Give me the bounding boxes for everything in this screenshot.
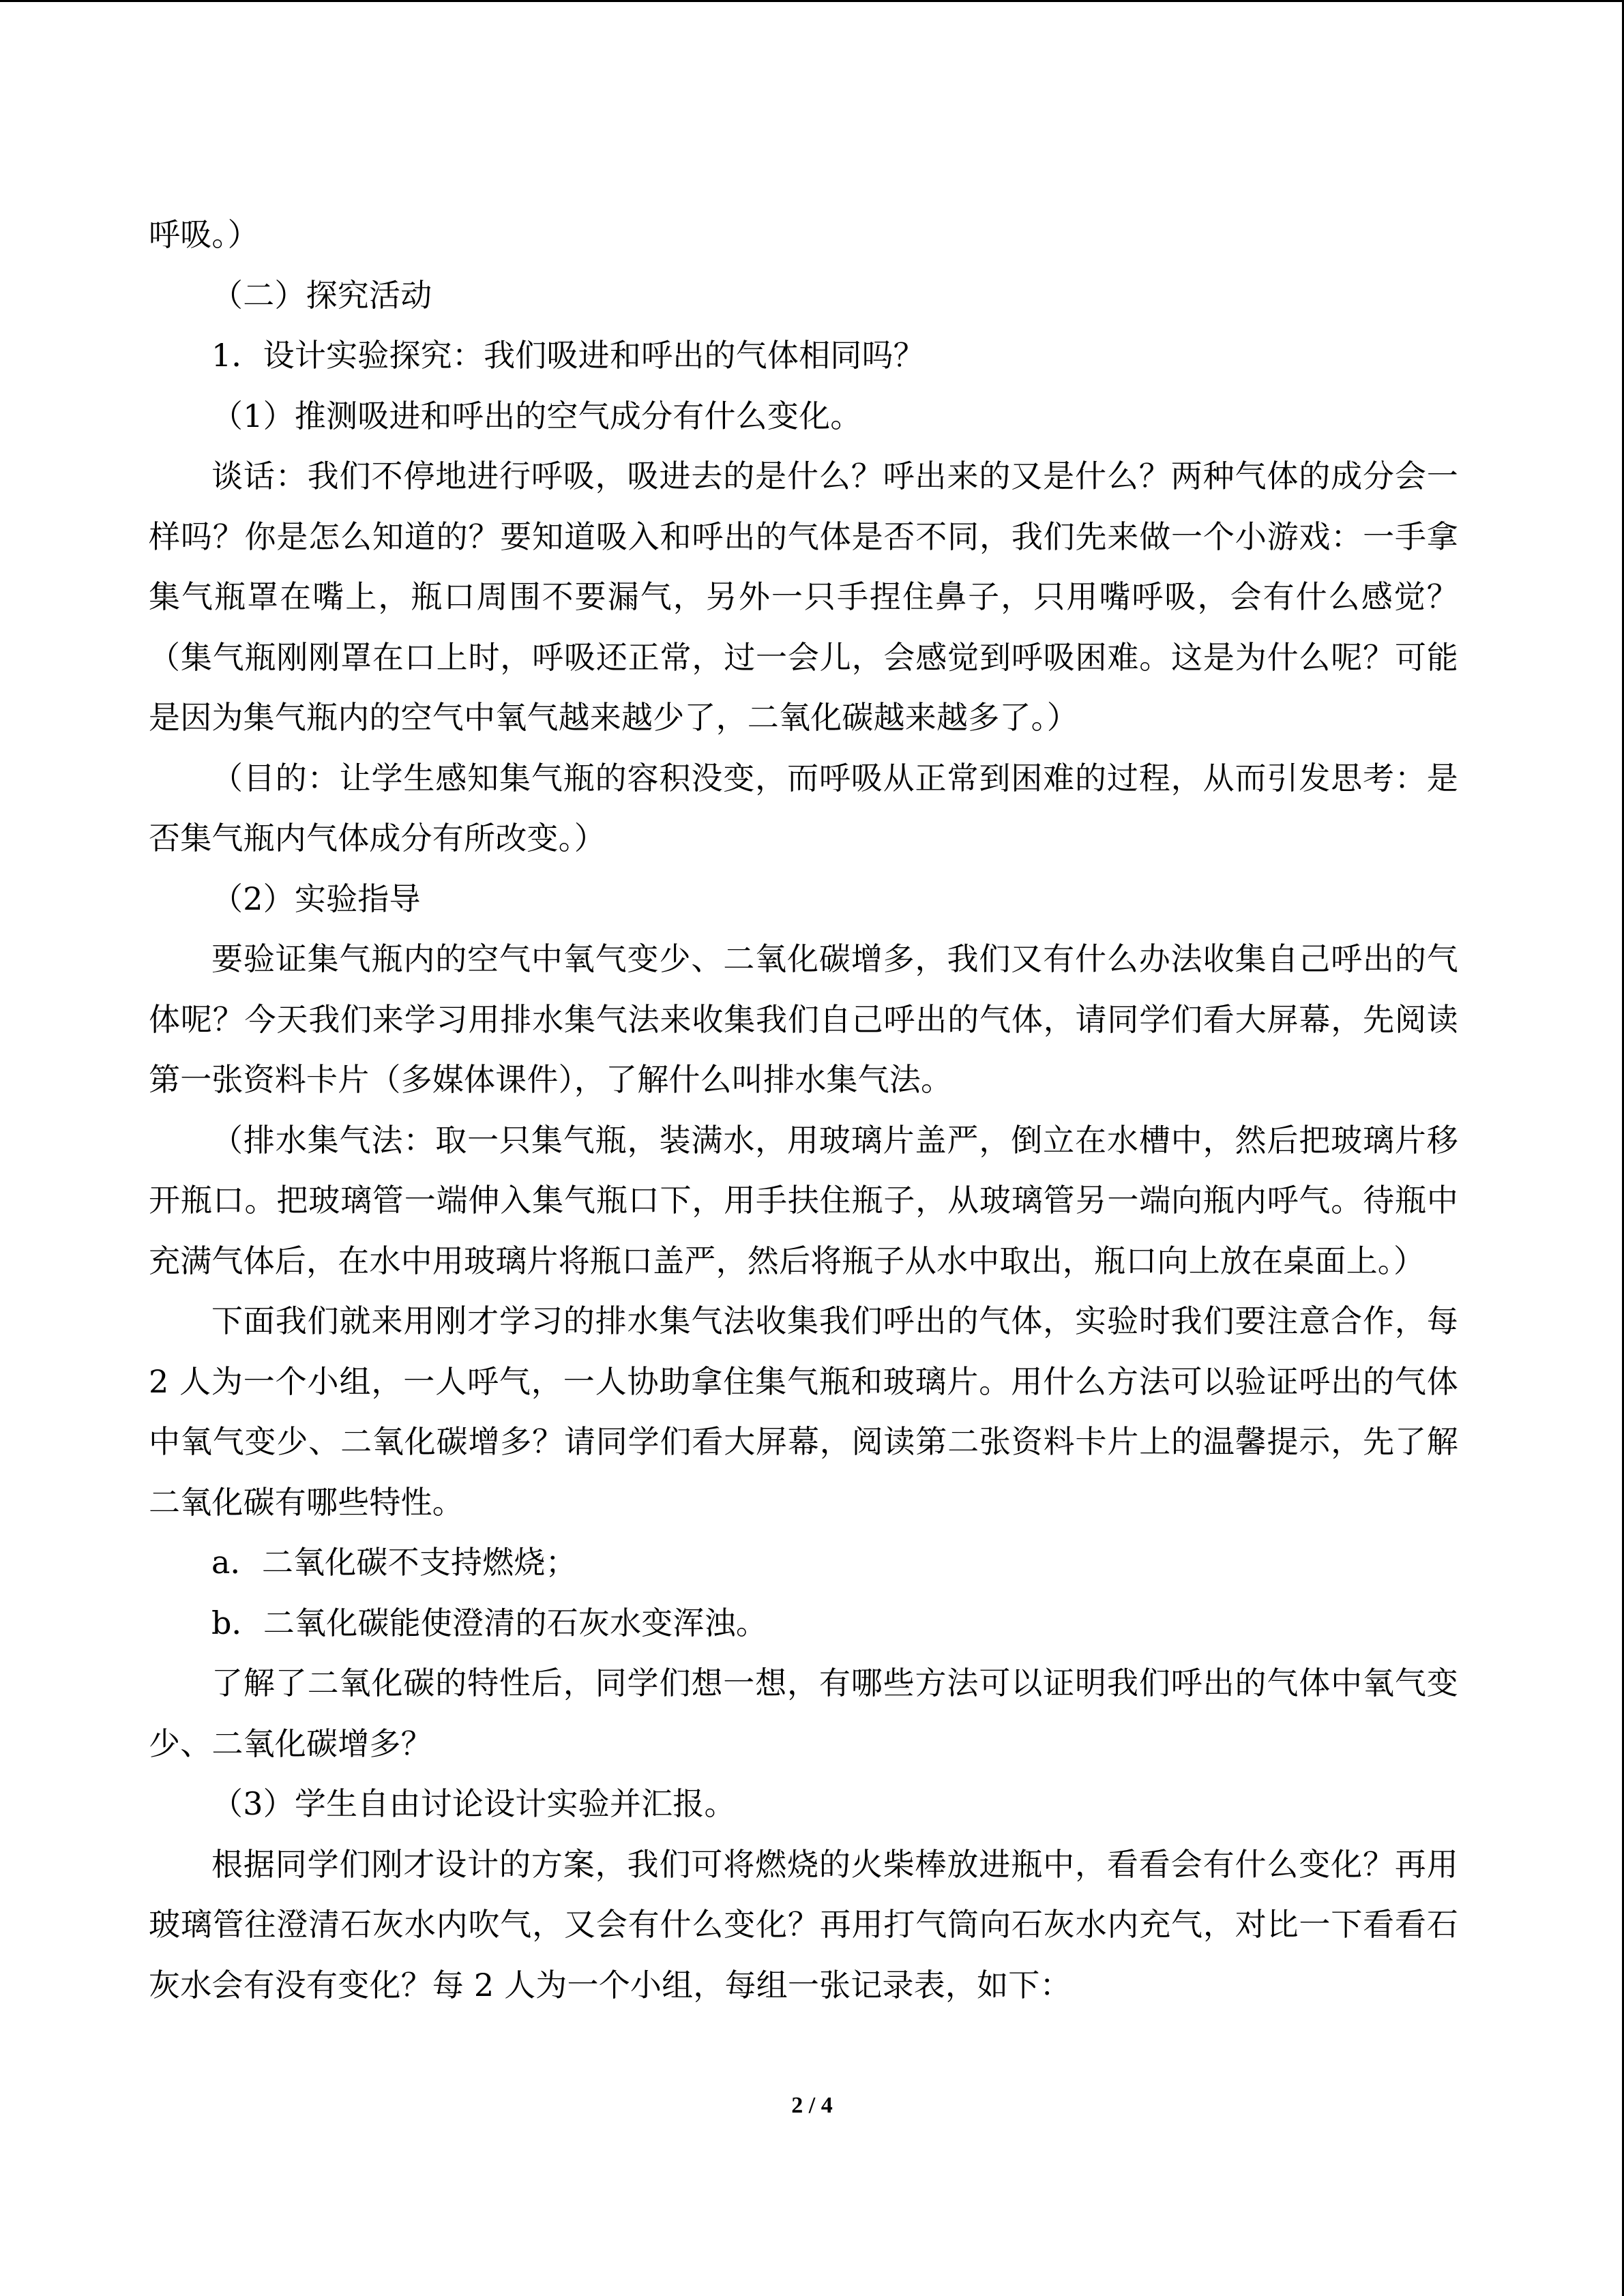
paragraph-think: 了解了二氧化碳的特性后，同学们想一想，有哪些方法可以证明我们呼出的气体中氧气变少、二氧化碳增多？ <box>149 1665 1458 1762</box>
page-top-border <box>0 0 1624 2</box>
paragraph-plan: 根据同学们刚才设计的方案，我们可将燃烧的火柴棒放进瓶中，看看会有什么变化？再用玻璃管往澄清石灰水内吹气，又会有什么变化？再用打气筒向石灰水内充气，对比一下看看石灰水会有没有变化？每 2 人为一个小组，每组一张记录表，如下： <box>149 1845 1458 2003</box>
document-body <box>149 205 1458 2015</box>
paragraph-collect-gas: 要验证集气瓶内的空气中氧气变少、二氧化碳增多，我们又有什么办法收集自己呼出的气体呢？今天我们来学习用排水集气法来收集我们自己呼出的气体，请同学们看大屏幕，先阅读第一张资料卡片（多媒体课件），了解什么叫排水集气法。 <box>149 940 1458 1098</box>
subheading-experiment-design: 1．设计实验探究：我们吸进和呼出的气体相同吗？ <box>211 337 925 374</box>
subheading-student-discussion: （3）学生自由讨论设计实验并汇报。 <box>211 1785 736 1822</box>
section-heading-inquiry-activity: （二）探究活动 <box>211 276 432 314</box>
list-item-a: a．二氧化碳不支持燃烧； <box>211 1544 577 1581</box>
page-number: 2 / 4 <box>791 2093 833 2118</box>
subheading-infer-air-composition: （1）推测吸进和呼出的空气成分有什么变化。 <box>211 397 862 434</box>
subheading-experiment-guidance: （2）实验指导 <box>211 880 421 917</box>
paragraph-talk: 谈话：我们不停地进行呼吸，吸进去的是什么？呼出来的又是什么？两种气体的成分会一样吗？你是怎么知道的？要知道吸入和呼出的气体是否不同，我们先来做一个小游戏：一手拿集气瓶罩在嘴上，瓶口周围不要漏气，另外一只手捏住鼻子，只用嘴呼吸，会有什么感觉？（集气瓶刚刚罩在口上时，呼吸还正常，过一会儿，会感觉到呼吸困难。这是为什么呢？可能是因为集气瓶内的空气中氧气越来越少了，二氧化碳越来越多了。） <box>149 458 1458 736</box>
paragraph-purpose: （目的：让学生感知集气瓶的容积没变，而呼吸从正常到困难的过程，从而引发思考：是否集气瓶内气体成分有所改变。） <box>149 759 1458 856</box>
paragraph-group-work: 下面我们就来用刚才学习的排水集气法收集我们呼出的气体，实验时我们要注意合作，每 2 人为一个小组，一人呼气，一人协助拿住集气瓶和玻璃片。用什么方法可以验证呼出的气体中氧气变少、二氧化碳增多？请同学们看大屏幕，阅读第二张资料卡片上的温馨提示，先了解二氧化碳有哪些特性。 <box>149 1302 1458 1521</box>
paragraph-water-displacement: （排水集气法：取一只集气瓶，装满水，用玻璃片盖严，倒立在水槽中，然后把玻璃片移开瓶口。把玻璃管一端伸入集气瓶口下，用手扶住瓶子，从玻璃管另一端向瓶内呼气。待瓶中充满气体后，在水中用玻璃片将瓶口盖严，然后将瓶子从水中取出，瓶口向上放在桌面上。） <box>149 1121 1458 1279</box>
list-item-b: b．二氧化碳能使澄清的石灰水变浑浊。 <box>211 1604 768 1641</box>
paragraph-1: 呼吸。） <box>149 216 259 253</box>
